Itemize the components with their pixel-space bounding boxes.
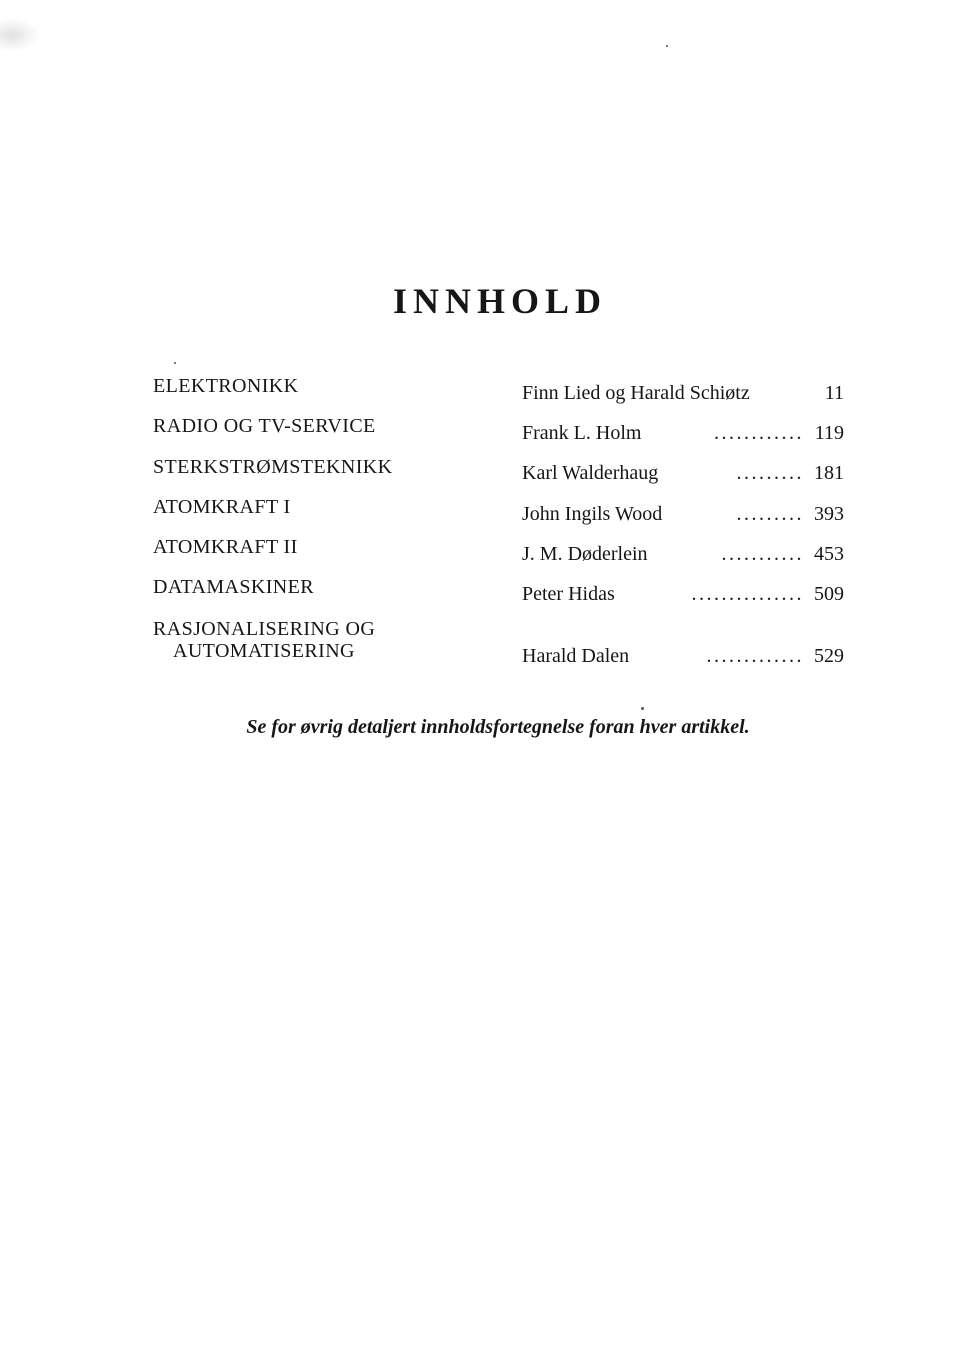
toc-author-entry bbox=[522, 422, 844, 444]
toc-section-label: ATOMKRAFT II bbox=[153, 536, 298, 558]
toc-section-label: RASJONALISERING OG bbox=[153, 618, 376, 640]
page-title: INNHOLD bbox=[392, 281, 608, 321]
toc-section bbox=[153, 496, 291, 518]
toc-author: Harald Dalen bbox=[522, 645, 630, 667]
toc-section-label: ELEKTRONIKK bbox=[153, 375, 299, 397]
toc-page-number: 181 bbox=[814, 462, 844, 484]
toc-page-number: 509 bbox=[814, 583, 844, 605]
toc-author-entry bbox=[522, 382, 844, 404]
toc-page-number: 11 bbox=[824, 382, 844, 404]
toc-section bbox=[153, 536, 298, 558]
toc-author-entry bbox=[522, 583, 844, 605]
toc-author: Finn Lied og Harald Schiøtz bbox=[522, 382, 750, 404]
toc-author-entry bbox=[522, 645, 844, 667]
toc-leader-dots: ........... bbox=[721, 543, 804, 565]
toc-author: John Ingils Wood bbox=[522, 503, 663, 525]
toc-page-number: 453 bbox=[814, 543, 844, 565]
toc-author: Frank L. Holm bbox=[522, 422, 642, 444]
toc-section bbox=[153, 415, 376, 437]
toc-section-label: RADIO OG TV-SERVICE bbox=[153, 415, 376, 437]
toc-author-entry bbox=[522, 543, 844, 565]
toc-section-label: ATOMKRAFT I bbox=[153, 496, 291, 518]
toc-author-entry bbox=[522, 503, 844, 525]
toc-section bbox=[153, 618, 375, 662]
toc-section-label: STERKSTRØMSTEKNIKK bbox=[153, 456, 393, 478]
toc-section-label-line2: AUTOMATISERING bbox=[173, 640, 355, 662]
toc-page-number: 393 bbox=[814, 503, 844, 525]
toc-page-number: 119 bbox=[814, 422, 844, 444]
toc-page-number: 529 bbox=[814, 645, 844, 667]
toc-leader-dots: ......... bbox=[736, 503, 804, 525]
toc-author: Karl Walderhaug bbox=[522, 462, 659, 484]
toc-author-entry bbox=[522, 462, 844, 484]
footnote: Se for øvrig detaljert innholdsfortegnelse foran hver artikkel. bbox=[246, 716, 750, 738]
toc-leader-dots: ............. bbox=[706, 645, 804, 667]
toc-section bbox=[153, 375, 298, 397]
toc-author: J. M. Døderlein bbox=[522, 543, 648, 565]
toc-leader-dots: ......... bbox=[736, 462, 804, 484]
toc-author: Peter Hidas bbox=[522, 583, 615, 605]
toc-section bbox=[153, 456, 392, 478]
toc-leader-dots: ............... bbox=[691, 583, 804, 605]
toc-leader-dots: ............ bbox=[714, 422, 804, 444]
toc-section-label: DATAMASKINER bbox=[153, 576, 314, 598]
toc-section bbox=[153, 576, 314, 598]
